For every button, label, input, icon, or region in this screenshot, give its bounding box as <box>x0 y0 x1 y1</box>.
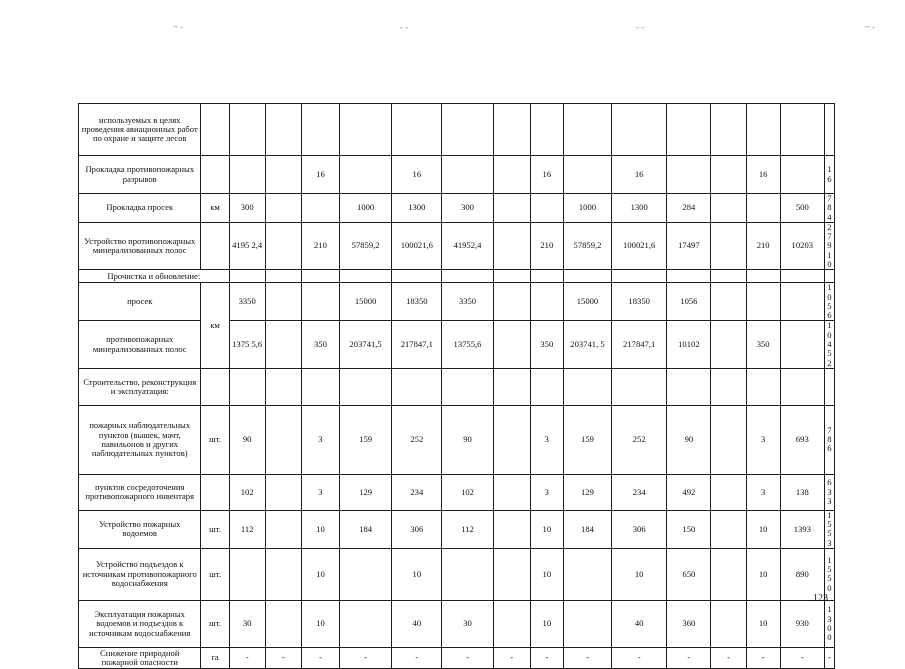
value-cell <box>301 283 339 321</box>
value-cell: 102 <box>442 474 493 510</box>
value-cell: 17497 <box>667 222 711 269</box>
value-cell <box>746 283 780 321</box>
value-cell <box>563 104 611 156</box>
value-cell: 786 <box>824 405 834 474</box>
table-row <box>79 283 835 321</box>
row-unit: га <box>201 647 229 668</box>
value-cell: 1375 5,6 <box>229 321 265 368</box>
value-cell <box>711 474 746 510</box>
row-name: используемых в целях проведения авиационных работ по охране и защите лесов <box>79 104 201 156</box>
value-cell <box>711 548 746 600</box>
value-cell <box>340 600 392 647</box>
value-cell: 18350 <box>392 283 442 321</box>
value-cell: 360 <box>667 600 711 647</box>
value-cell: 100021,6 <box>612 222 667 269</box>
value-cell <box>265 104 301 156</box>
value-cell: - <box>229 647 265 668</box>
value-cell: 10452 <box>824 321 834 368</box>
value-cell: 203741, 5 <box>563 321 611 368</box>
value-cell: - <box>746 647 780 668</box>
value-cell: 57859,2 <box>563 222 611 269</box>
value-cell: 10 <box>612 548 667 600</box>
row-name: пожарных наблюдательных пунктов (вышек, мачт, павильонов и других наблюдательных пунктов) <box>79 405 201 474</box>
row-unit: шт. <box>201 600 229 647</box>
value-cell <box>442 548 493 600</box>
value-cell: 1300 <box>612 194 667 223</box>
value-cell: 30 <box>229 600 265 647</box>
value-cell: 252 <box>392 405 442 474</box>
value-cell <box>780 104 824 156</box>
table-row <box>79 548 835 600</box>
value-cell <box>563 156 611 194</box>
value-cell <box>340 368 392 405</box>
value-cell <box>340 548 392 600</box>
scan-mark: - - <box>400 22 409 32</box>
value-cell: 650 <box>667 548 711 600</box>
row-name: Прокладка просек <box>79 194 201 223</box>
value-cell: - <box>301 647 339 668</box>
value-cell: 350 <box>301 321 339 368</box>
value-cell <box>780 156 824 194</box>
value-cell: 350 <box>530 321 563 368</box>
value-cell <box>667 368 711 405</box>
value-cell: 16 <box>530 156 563 194</box>
page-number: 123 <box>813 593 828 604</box>
value-cell <box>780 283 824 321</box>
value-cell: 210 <box>301 222 339 269</box>
value-cell <box>229 548 265 600</box>
value-cell: 27910 <box>824 222 834 269</box>
value-cell <box>530 194 563 223</box>
value-cell: 930 <box>780 600 824 647</box>
value-cell: 306 <box>392 510 442 548</box>
value-cell: 16 <box>392 156 442 194</box>
value-cell: 203741,5 <box>340 321 392 368</box>
value-cell: 18350 <box>612 283 667 321</box>
value-cell: 100021,6 <box>392 222 442 269</box>
value-cell: 1000 <box>563 194 611 223</box>
value-cell: 210 <box>530 222 563 269</box>
value-cell: 102 <box>229 474 265 510</box>
value-cell: 3350 <box>229 283 265 321</box>
value-cell <box>711 104 746 156</box>
value-cell: 10 <box>530 510 563 548</box>
value-cell: 10 <box>530 600 563 647</box>
value-cell: - <box>530 647 563 668</box>
value-cell: 10 <box>392 548 442 600</box>
value-cell <box>301 194 339 223</box>
value-cell: 4195 2,4 <box>229 222 265 269</box>
value-cell: 10102 <box>667 321 711 368</box>
row-unit <box>201 104 229 156</box>
value-cell: 234 <box>612 474 667 510</box>
value-cell <box>530 368 563 405</box>
table-row <box>79 647 835 668</box>
row-name: просек <box>79 283 201 321</box>
value-cell <box>229 368 265 405</box>
value-cell <box>442 156 493 194</box>
value-cell: - <box>265 647 301 668</box>
value-cell: 184 <box>563 510 611 548</box>
scan-mark: - - <box>636 22 645 32</box>
value-cell: 16 <box>301 156 339 194</box>
value-cell: 10 <box>301 510 339 548</box>
value-cell <box>265 474 301 510</box>
value-cell <box>340 270 392 283</box>
row-name: Эксплуатация пожарных водоемов и подъездов к источникам водоснабжения <box>79 600 201 647</box>
value-cell: 3 <box>301 405 339 474</box>
value-cell: 10 <box>301 600 339 647</box>
row-name: Прокладка противопожарных разрывов <box>79 156 201 194</box>
value-cell <box>493 270 530 283</box>
value-cell: 633 <box>824 474 834 510</box>
row-name: Устройство пожарных водоемов <box>79 510 201 548</box>
value-cell: 129 <box>340 474 392 510</box>
value-cell: 3 <box>746 405 780 474</box>
value-cell <box>229 156 265 194</box>
value-cell <box>265 510 301 548</box>
row-unit: шт. <box>201 548 229 600</box>
value-cell <box>563 600 611 647</box>
value-cell: 1300 <box>824 600 834 647</box>
value-cell <box>667 270 711 283</box>
row-unit: км <box>201 283 229 369</box>
value-cell: 150 <box>667 510 711 548</box>
value-cell: - <box>442 647 493 668</box>
value-cell: 159 <box>563 405 611 474</box>
value-cell: - <box>563 647 611 668</box>
value-cell: 784 <box>824 194 834 223</box>
value-cell <box>493 104 530 156</box>
value-cell: 10203 <box>780 222 824 269</box>
row-unit <box>201 222 229 269</box>
table-row <box>79 156 835 194</box>
value-cell <box>265 600 301 647</box>
value-cell: 129 <box>563 474 611 510</box>
value-cell <box>392 104 442 156</box>
table-row <box>79 104 835 156</box>
value-cell <box>493 283 530 321</box>
row-unit <box>201 368 229 405</box>
value-cell: - <box>824 647 834 668</box>
value-cell <box>265 368 301 405</box>
value-cell <box>530 270 563 283</box>
value-cell: 1000 <box>340 194 392 223</box>
row-name: Снижение природной пожарной опасности <box>79 647 201 668</box>
value-cell: 300 <box>442 194 493 223</box>
row-name: Устройство подъездов к источникам противопожарного водоснабжения <box>79 548 201 600</box>
value-cell <box>442 368 493 405</box>
value-cell <box>229 104 265 156</box>
value-cell <box>780 270 824 283</box>
value-cell <box>493 510 530 548</box>
value-cell <box>493 405 530 474</box>
value-cell <box>493 600 530 647</box>
value-cell <box>780 368 824 405</box>
value-cell <box>824 104 834 156</box>
value-cell <box>824 270 834 283</box>
value-cell: 500 <box>780 194 824 223</box>
value-cell <box>667 104 711 156</box>
value-cell <box>493 368 530 405</box>
value-cell: 40 <box>392 600 442 647</box>
value-cell: 57859,2 <box>340 222 392 269</box>
value-cell <box>493 548 530 600</box>
value-cell <box>563 368 611 405</box>
row-unit <box>201 474 229 510</box>
value-cell <box>265 222 301 269</box>
value-cell: - <box>667 647 711 668</box>
value-cell: - <box>711 647 746 668</box>
table-row <box>79 405 835 474</box>
value-cell: 300 <box>229 194 265 223</box>
row-name: противопожарных минерализованных полос <box>79 321 201 368</box>
value-cell: 90 <box>442 405 493 474</box>
value-cell: 1300 <box>392 194 442 223</box>
value-cell: 138 <box>780 474 824 510</box>
value-cell <box>340 104 392 156</box>
value-cell <box>711 222 746 269</box>
value-cell <box>301 368 339 405</box>
value-cell: 3350 <box>442 283 493 321</box>
value-cell <box>746 270 780 283</box>
value-cell <box>711 510 746 548</box>
value-cell <box>746 104 780 156</box>
value-cell: 284 <box>667 194 711 223</box>
value-cell <box>711 283 746 321</box>
value-cell: 10 <box>530 548 563 600</box>
table-row <box>79 222 835 269</box>
value-cell: 30 <box>442 600 493 647</box>
row-unit: шт. <box>201 510 229 548</box>
value-cell: 16 <box>612 156 667 194</box>
table-row <box>79 321 835 368</box>
scan-mark: ~ - <box>173 22 184 32</box>
row-name: Прочистка и обновление: <box>79 270 230 283</box>
value-cell: 10 <box>746 510 780 548</box>
value-cell <box>265 548 301 600</box>
value-cell <box>493 194 530 223</box>
value-cell: 3 <box>746 474 780 510</box>
value-cell <box>711 600 746 647</box>
value-cell <box>711 405 746 474</box>
value-cell <box>711 321 746 368</box>
value-cell: 217847,1 <box>392 321 442 368</box>
value-cell <box>563 548 611 600</box>
value-cell: 112 <box>442 510 493 548</box>
value-cell <box>265 194 301 223</box>
value-cell <box>301 104 339 156</box>
value-cell <box>711 368 746 405</box>
row-name: Строительство, реконструкция и эксплуатация: <box>79 368 201 405</box>
value-cell: 16 <box>824 156 834 194</box>
value-cell <box>824 368 834 405</box>
value-cell <box>711 194 746 223</box>
value-cell: 90 <box>229 405 265 474</box>
fire-protection-measures-table <box>78 103 835 669</box>
value-cell: 1553 <box>824 510 834 548</box>
value-cell: 90 <box>667 405 711 474</box>
value-cell <box>612 368 667 405</box>
value-cell: 350 <box>746 321 780 368</box>
value-cell: 210 <box>746 222 780 269</box>
table-row <box>79 474 835 510</box>
value-cell <box>442 270 493 283</box>
value-cell: 1056 <box>824 283 834 321</box>
value-cell: 1393 <box>780 510 824 548</box>
table-row <box>79 270 835 283</box>
value-cell: 252 <box>612 405 667 474</box>
value-cell <box>265 283 301 321</box>
row-unit <box>201 156 229 194</box>
value-cell: 3 <box>530 405 563 474</box>
value-cell <box>612 104 667 156</box>
value-cell: - <box>780 647 824 668</box>
value-cell: 159 <box>340 405 392 474</box>
value-cell <box>711 156 746 194</box>
value-cell: 306 <box>612 510 667 548</box>
value-cell: 13755,6 <box>442 321 493 368</box>
value-cell: 15000 <box>563 283 611 321</box>
row-name: пунктов сосредоточения противопожарного инвентаря <box>79 474 201 510</box>
value-cell: 10 <box>746 600 780 647</box>
scan-mark: ~ - <box>865 22 876 32</box>
table-row <box>79 510 835 548</box>
value-cell: - <box>612 647 667 668</box>
value-cell <box>301 270 339 283</box>
value-cell: 217847,1 <box>612 321 667 368</box>
value-cell: 1056 <box>667 283 711 321</box>
value-cell <box>746 194 780 223</box>
row-unit: шт. <box>201 405 229 474</box>
value-cell <box>229 270 265 283</box>
value-cell <box>530 104 563 156</box>
value-cell <box>612 270 667 283</box>
row-unit: км <box>201 194 229 223</box>
table-row <box>79 194 835 223</box>
value-cell <box>265 156 301 194</box>
value-cell: - <box>392 647 442 668</box>
value-cell <box>563 270 611 283</box>
value-cell: 184 <box>340 510 392 548</box>
value-cell <box>711 270 746 283</box>
value-cell: 3 <box>301 474 339 510</box>
value-cell <box>493 321 530 368</box>
value-cell: 40 <box>612 600 667 647</box>
value-cell: 1550 <box>824 548 834 600</box>
value-cell: 3 <box>530 474 563 510</box>
value-cell: 234 <box>392 474 442 510</box>
table-row <box>79 368 835 405</box>
value-cell: 693 <box>780 405 824 474</box>
value-cell: 112 <box>229 510 265 548</box>
value-cell <box>265 321 301 368</box>
value-cell: 492 <box>667 474 711 510</box>
value-cell <box>780 321 824 368</box>
value-cell: - <box>340 647 392 668</box>
value-cell: 890 <box>780 548 824 600</box>
value-cell <box>265 405 301 474</box>
value-cell: 15000 <box>340 283 392 321</box>
value-cell <box>493 156 530 194</box>
value-cell <box>746 368 780 405</box>
value-cell <box>667 156 711 194</box>
value-cell: 10 <box>301 548 339 600</box>
value-cell: 10 <box>746 548 780 600</box>
value-cell <box>493 474 530 510</box>
value-cell <box>265 270 301 283</box>
value-cell: - <box>493 647 530 668</box>
value-cell: 41952,4 <box>442 222 493 269</box>
value-cell: 16 <box>746 156 780 194</box>
value-cell <box>442 104 493 156</box>
value-cell <box>340 156 392 194</box>
value-cell <box>392 368 442 405</box>
value-cell <box>392 270 442 283</box>
value-cell <box>493 222 530 269</box>
value-cell <box>530 283 563 321</box>
table-row <box>79 600 835 647</box>
row-name: Устройство противопожарных минерализованных полос <box>79 222 201 269</box>
